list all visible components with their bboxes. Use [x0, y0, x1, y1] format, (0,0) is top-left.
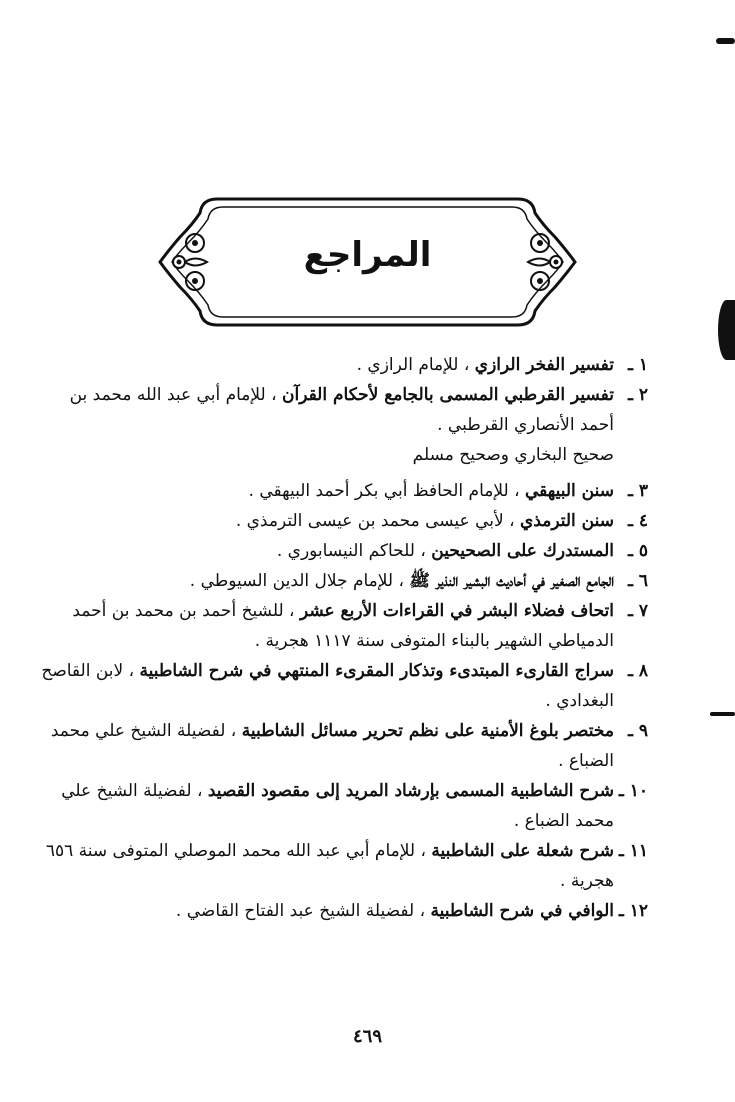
- scan-mark-middle: [718, 300, 735, 360]
- reference-number: ١ ـ: [627, 355, 648, 375]
- reference-author: ، لابن القاصح: [41, 661, 135, 681]
- reference-continuation: الضباع .: [558, 751, 614, 771]
- reference-author: ، لأبي عيسى محمد بن عيسى الترمذي .: [235, 511, 515, 531]
- reference-author: ، للحاكم النيسابوري .: [276, 541, 426, 561]
- reference-number: ١١ ـ: [618, 841, 648, 861]
- reference-item: [48, 506, 648, 536]
- reference-title: الجامع الصغير في أحاديث البشير النذير ﷺ: [409, 571, 614, 591]
- reference-title: المستدرك على الصحيحين: [431, 541, 614, 561]
- reference-number: ٦ ـ: [627, 571, 648, 591]
- reference-continuation: أحمد الأنصاري القرطبي .: [437, 415, 614, 435]
- reference-item: [48, 476, 648, 506]
- reference-author: ، للإمام الحافظ أبي بكر أحمد البيهقي .: [248, 481, 520, 501]
- reference-number: ٥ ـ: [627, 541, 648, 561]
- reference-author: ، لفضيلة الشيخ علي محمد: [50, 721, 237, 741]
- reference-title: تفسير الفخر الرازي: [474, 355, 614, 375]
- reference-title: شرح الشاطبية المسمى بإرشاد المريد إلى مقصود القصيد: [207, 781, 614, 801]
- reference-title: سراج القارىء المبتدىء وتذكار المقرىء المنتهي في شرح الشاطبية: [139, 661, 614, 681]
- references-list: [41, 350, 648, 926]
- reference-author: ، للإمام أبي عبد الله محمد بن: [69, 385, 277, 405]
- reference-number: ٨ ـ: [627, 661, 648, 681]
- reference-author: ، لفضيلة الشيخ عبد الفتاح القاضي .: [175, 901, 426, 921]
- reference-continuation: صحيح البخاري وصحيح مسلم: [412, 445, 614, 465]
- reference-number: ١٢ ـ: [618, 901, 648, 921]
- reference-number: ٤ ـ: [627, 511, 648, 531]
- reference-line: [48, 506, 648, 536]
- reference-item: [48, 536, 648, 566]
- reference-line: [48, 476, 648, 506]
- reference-continuation: محمد الضباع .: [513, 811, 614, 831]
- reference-author: ، لفضيلة الشيخ علي: [61, 781, 203, 801]
- reference-title: سنن الترمذي: [520, 511, 614, 531]
- reference-item: [48, 350, 648, 380]
- reference-line: [48, 716, 648, 746]
- reference-author: ، للشيخ أحمد بن محمد بن أحمد: [72, 601, 295, 621]
- reference-number: ٩ ـ: [627, 721, 648, 741]
- reference-line: [41, 656, 648, 686]
- reference-item: [48, 566, 648, 596]
- reference-line: [48, 896, 648, 926]
- reference-line: [45, 836, 648, 866]
- reference-title: شرح شعلة على الشاطبية: [431, 841, 614, 861]
- reference-number: ١٠ ـ: [618, 781, 648, 801]
- reference-title: اتحاف فضلاء البشر في القراءات الأربع عشر: [299, 601, 614, 621]
- reference-continuation: الدمياطي الشهير بالبناء المتوفى سنة ١١١٧ هجرية .: [254, 631, 614, 651]
- reference-line: [48, 350, 648, 380]
- reference-line: [48, 776, 648, 806]
- reference-number: ٢ ـ: [627, 385, 648, 405]
- reference-number: ٧ ـ: [627, 601, 648, 621]
- reference-item: [48, 776, 648, 836]
- reference-title: مختصر بلوغ الأمنية على نظم تحرير مسائل الشاطبية: [241, 721, 614, 741]
- reference-author: ، للإمام الرازي .: [356, 355, 470, 375]
- reference-item: [48, 596, 648, 656]
- reference-title: تفسير القرطبي المسمى بالجامع لأحكام القرآن: [282, 385, 614, 405]
- reference-line: [48, 596, 648, 626]
- reference-number: ٣ ـ: [627, 481, 648, 501]
- scan-mark-top: [716, 38, 735, 44]
- page-number: ٤٦٩: [352, 1026, 382, 1047]
- reference-line: [48, 536, 648, 566]
- reference-item: [45, 836, 648, 896]
- reference-item: [48, 380, 648, 470]
- reference-item: [41, 656, 648, 716]
- reference-item: [48, 896, 648, 926]
- page-title: المراجع: [303, 235, 432, 275]
- reference-line: [48, 566, 648, 596]
- scan-mark-lower: [710, 712, 735, 716]
- reference-continuation: البغدادي .: [545, 691, 614, 711]
- reference-item: [48, 716, 648, 776]
- reference-title: الوافي في شرح الشاطبية: [430, 901, 614, 921]
- reference-title: سنن البيهقي: [524, 481, 614, 501]
- reference-line: [48, 380, 648, 410]
- reference-author: ، للإمام جلال الدين السيوطي .: [189, 571, 404, 591]
- reference-author: ، للإمام أبي عبد الله محمد الموصلي المتوفى سنة ٦٥٦: [45, 841, 426, 861]
- reference-continuation: هجرية .: [560, 871, 614, 891]
